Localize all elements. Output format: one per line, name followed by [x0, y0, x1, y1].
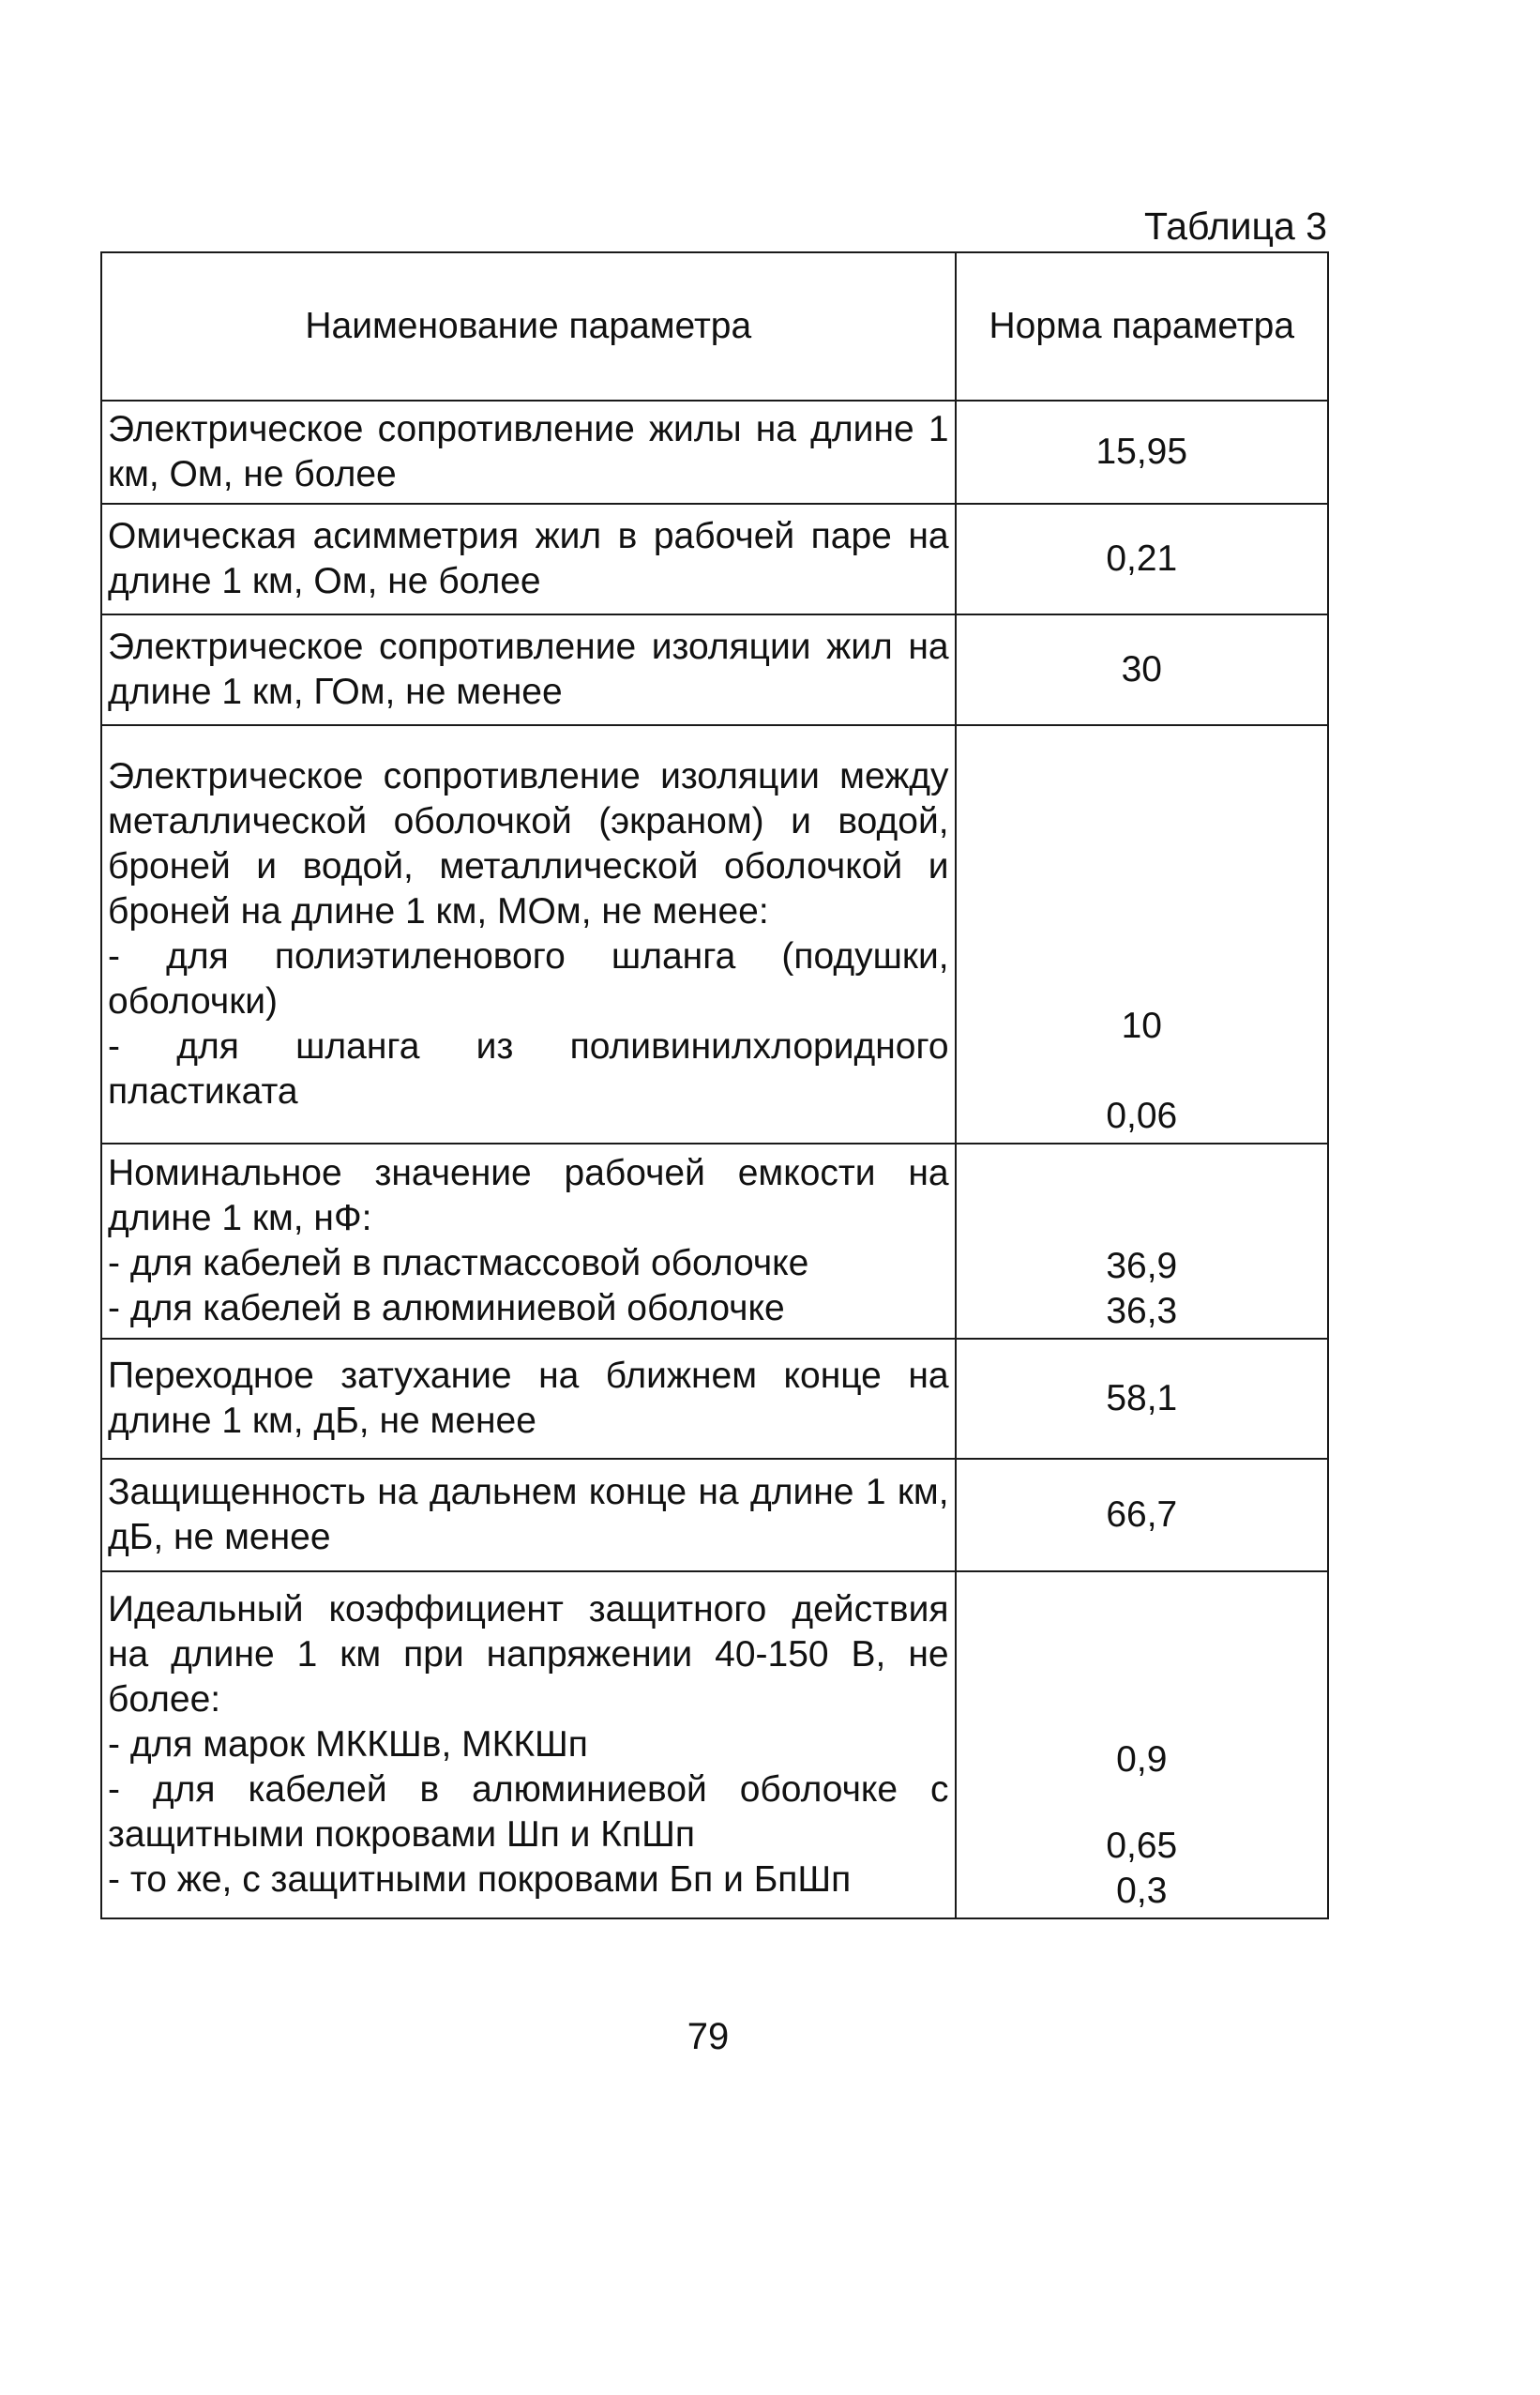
row-5-name — [101, 1144, 956, 1339]
row-3-value: 30 — [956, 614, 1328, 725]
parameters-table — [100, 251, 1329, 1919]
table-row — [101, 1339, 1328, 1459]
row-4-values — [956, 725, 1328, 1144]
row-3-name: Электрическое сопротивление изоляции жил на длине 1 км, ГОм, не менее — [101, 614, 956, 725]
row-6-name: Переходное затухание на ближнем конце на длине 1 км, дБ, не менее — [101, 1339, 956, 1459]
row-4-main-text: Электрическое сопротивление изоляции между металлической оболочкой (экраном) и водой, броней и водой, металлической оболочкой и броней на длине 1 км, МОм, не менее: — [108, 756, 949, 932]
row-2-name: Омическая асимметрия жил в рабочей паре на длине 1 км, Ом, не более — [101, 504, 956, 614]
table-row — [101, 614, 1328, 725]
row-6-value: 58,1 — [956, 1339, 1328, 1459]
table-row — [101, 1144, 1328, 1339]
table-header-row — [101, 252, 1328, 401]
table-row — [101, 1571, 1328, 1918]
row-8-name — [101, 1571, 956, 1918]
table-row — [101, 1459, 1328, 1571]
row-8-sub-2: - для кабелей в алюминиевой оболочке с защитными покровами Шп и КпШп — [108, 1769, 949, 1855]
header-parameter-name: Наименование параметра — [101, 252, 956, 401]
row-5-sub-1: - для кабелей в пластмассовой оболочке — [108, 1243, 809, 1283]
header-parameter-value: Норма параметра — [956, 252, 1328, 401]
row-7-value: 66,7 — [956, 1459, 1328, 1571]
row-8-values — [956, 1571, 1328, 1918]
row-7-name: Защищенность на дальнем конце на длине 1 км, дБ, не менее — [101, 1459, 956, 1571]
row-4-value-2: 0,06 — [1106, 1096, 1178, 1136]
row-2-value: 0,21 — [956, 504, 1328, 614]
row-1-name: Электрическое сопротивление жилы на длине 1 км, Ом, не более — [101, 401, 956, 504]
table-caption: Таблица 3 — [1144, 205, 1327, 248]
row-4-name — [101, 725, 956, 1144]
row-8-value-2: 0,65 — [1106, 1826, 1178, 1866]
row-8-value-1: 0,9 — [1116, 1739, 1168, 1780]
row-5-main-text: Номинальное значение рабочей емкости на длине 1 км, нФ: — [108, 1153, 949, 1238]
table-row — [101, 401, 1328, 504]
row-4-value-1: 10 — [1121, 1006, 1162, 1046]
table-row — [101, 725, 1328, 1144]
row-8-main-text: Идеальный коэффициент защитного действия на длине 1 км при напряжении 40-150 В, не более: — [108, 1589, 949, 1720]
row-8-sub-1: - для марок МККШв, МККШп — [108, 1724, 588, 1765]
row-5-value-1: 36,9 — [1106, 1246, 1178, 1286]
table-row — [101, 504, 1328, 614]
row-5-values — [956, 1144, 1328, 1339]
page-number: 79 — [687, 2016, 730, 2057]
row-1-value: 15,95 — [956, 401, 1328, 504]
row-8-value-3: 0,3 — [1116, 1871, 1168, 1911]
row-8-sub-3: - то же, с защитными покровами Бп и БпШп — [108, 1859, 852, 1900]
row-5-sub-2: - для кабелей в алюминиевой оболочке — [108, 1288, 785, 1328]
row-4-sub-2: - для шланга из поливинилхлоридного пластиката — [108, 1026, 949, 1112]
row-4-sub-1: - для полиэтиленового шланга (подушки, оболочки) — [108, 936, 949, 1022]
row-5-value-2: 36,3 — [1106, 1291, 1178, 1331]
